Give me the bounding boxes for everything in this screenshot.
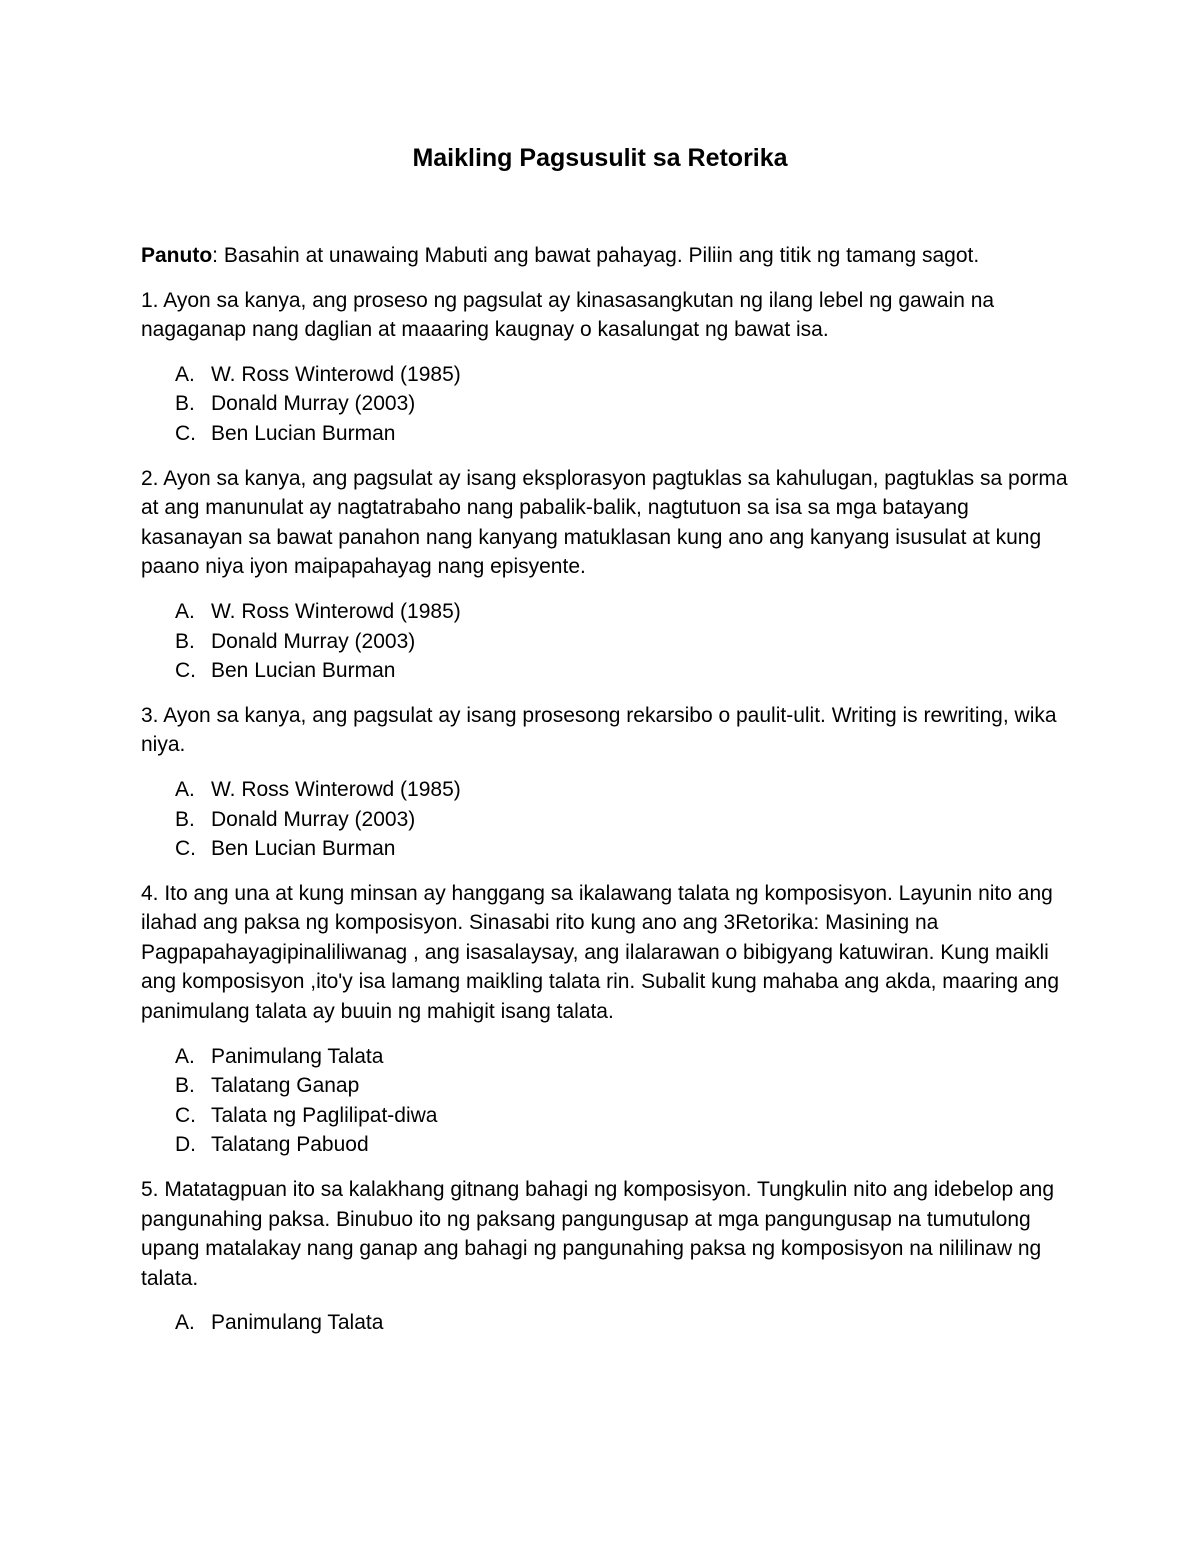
option-letter: A. [175, 1044, 195, 1068]
instruction-separator: : [212, 244, 219, 267]
question-5: 5. Matatagpuan ito sa kalakhang gitnang bahagi ng komposisyon. Tungkulin nito ang idebelop ang pangunahing paksa. Binubuo ito ng paksang pangungusap at mga pangungusap na tumutulong upang matalakay nang ganap ang bahagi ng pangunahing paksa ng komposisyon na nililinaw ng talata. [141, 1178, 1054, 1290]
question-2: 2. Ayon sa kanya, ang pagsulat ay isang eksplorasyon pagtuklas sa kahulugan, pagtuklas sa porma at ang manunulat ay nagtatrabaho nang pabalik-balik, nagtutuon sa isa sa mga batayang kasanayan sa bawat panahon nang kanyang matuklasan kung ano ang kanyang isusulat at kung paano niya iyon maipapahayag nang episyente. [141, 466, 1068, 579]
option-text: Talata ng Paglilipat-diwa [211, 1103, 438, 1127]
instruction [141, 241, 1071, 271]
document-title: Maikling Pagsusulit sa Retorika [412, 144, 788, 172]
option [175, 805, 1071, 835]
option-text: Ben Lucian Burman [211, 659, 396, 683]
option-letter: B. [175, 807, 195, 831]
option [175, 360, 1071, 390]
option-text: Ben Lucian Burman [211, 837, 396, 861]
question-4: 4. Ito ang una at kung minsan ay hanggang sa ikalawang talata ng komposisyon. Layunin nito ang ilahad ang paksa ng komposisyon. Sinasabi rito kung ano ang 3Retorika: Masining na Pagpapahayagipinaliliwanag , ang isasalaysay, ang ilalarawan o bibigyang katuwiran. Kung maikli ang komposisyon ,ito'y isa lamang maikling talata rin. Subalit kung mahaba ang akda, maaring ang panimulang talata ay buuin ng mahigit isang talata. [141, 881, 1060, 1024]
option-text: W. Ross Winterowd (1985) [211, 599, 461, 623]
option [175, 1308, 1071, 1338]
options-2 [141, 597, 1071, 686]
option [175, 419, 1071, 449]
question-1: 1. Ayon sa kanya, ang proseso ng pagsulat ay kinasasangkutan ng ilang lebel ng gawain na nagaganap nang daglian at maaaring kaugnay o kasalungat ng bawat isa. [141, 288, 995, 342]
option-text: Panimulang Talata [211, 1044, 384, 1068]
option [175, 775, 1071, 805]
option [175, 834, 1071, 864]
option-letter: A. [175, 362, 195, 386]
instruction-label: Panuto [141, 244, 213, 267]
option [175, 627, 1071, 657]
document-body [141, 241, 1071, 1353]
options-4 [141, 1042, 1071, 1160]
option-letter: C. [175, 837, 196, 861]
options-1 [141, 360, 1071, 449]
question-3: 3. Ayon sa kanya, ang pagsulat ay isang prosesong rekarsibo o paulit-ulit. Writing is rewriting, wika niya. [141, 703, 1057, 757]
option-text: Panimulang Talata [211, 1311, 384, 1335]
options-3 [141, 775, 1071, 864]
option-text: W. Ross Winterowd (1985) [211, 362, 461, 386]
instruction-text: Basahin at unawaing Mabuti ang bawat pahayag. Piliin ang titik ng tamang sagot. [218, 244, 980, 267]
option-text: Ben Lucian Burman [211, 421, 396, 445]
option [175, 1101, 1071, 1131]
option-letter: B. [175, 1074, 195, 1098]
option [175, 389, 1071, 419]
option-text: Talatang Ganap [211, 1074, 360, 1098]
option-letter: B. [175, 629, 195, 653]
option-text: Talatang Pabuod [211, 1133, 369, 1157]
option-text: Donald Murray (2003) [211, 392, 416, 416]
options-5 [141, 1308, 1071, 1338]
option-letter: C. [175, 659, 196, 683]
option-letter: A. [175, 1311, 195, 1335]
option [175, 1042, 1071, 1072]
option-letter: C. [175, 421, 196, 445]
option-letter: C. [175, 1103, 196, 1127]
option-letter: A. [175, 777, 195, 801]
option [175, 656, 1071, 686]
option [175, 597, 1071, 627]
option-letter: A. [175, 599, 195, 623]
option-text: Donald Murray (2003) [211, 629, 416, 653]
option-letter: B. [175, 392, 195, 416]
option [175, 1130, 1071, 1160]
option-text: W. Ross Winterowd (1985) [211, 777, 461, 801]
option-letter: D. [175, 1133, 196, 1157]
option [175, 1071, 1071, 1101]
option-text: Donald Murray (2003) [211, 807, 416, 831]
